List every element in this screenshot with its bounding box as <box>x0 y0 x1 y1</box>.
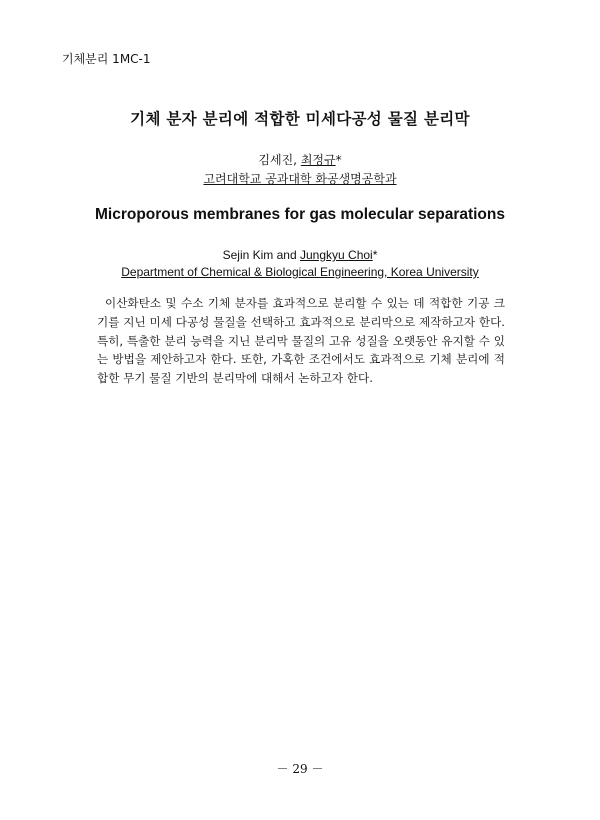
paper-title-korean: 기체 분자 분리에 적합한 미세다공성 물질 분리막 <box>130 110 470 128</box>
corresponding-mark-korean: * <box>335 153 342 167</box>
paper-title-english: Microporous membranes for gas molecular separations <box>94 206 505 223</box>
session-code-label: 기체분리 1MC-1 <box>62 52 151 66</box>
authors-korean <box>0 151 600 168</box>
author-corresponding-english: Jungkyu Choi <box>300 248 373 262</box>
author-first-korean: 김세진, <box>258 153 297 167</box>
affiliation-english: Department of Chemical & Biological Engineering, Korea University <box>121 265 479 279</box>
page-number: － 29 － <box>276 762 324 776</box>
abstract-paragraph: 이산화탄소 및 수소 기체 분자를 효과적으로 분리할 수 있는 데 적합한 기공 크기를 지닌 미세 다공성 물질을 선택하고 효과적으로 분리막으로 제작하고자 한다. 특히, 특출한 분리 능력을 지닌 분리막 물질의 고유 성질을 오랫동안 유지할 수 있는 방법을 제안하고자 한다. 또한, 가혹한 조건에서도 효과적으로 기체 분리에 적합한 무기 물질 기반의 분리막에 대해서 논하고자 한다. <box>97 296 505 386</box>
author-first-english: Sejin Kim and <box>222 248 297 262</box>
affiliation-korean: 고려대학교 공과대학 화공생명공학과 <box>203 172 397 186</box>
authors-english <box>0 248 600 262</box>
author-corresponding-korean: 최정규 <box>300 153 336 167</box>
corresponding-mark-english: * <box>372 248 378 262</box>
